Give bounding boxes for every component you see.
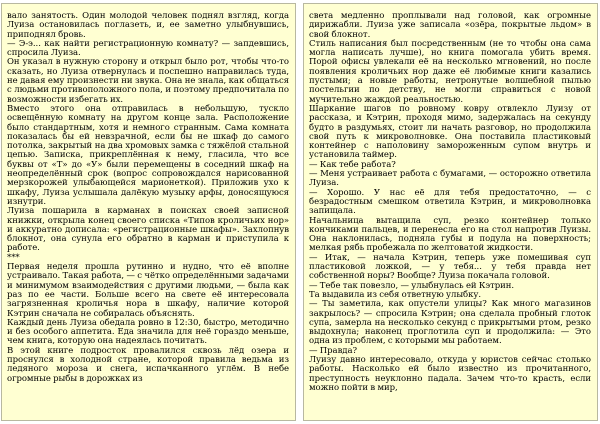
- right-paragraph-10: Та выдавила из себя ответную улыбку.: [309, 289, 481, 300]
- left-paragraph-2: — Э-э... как найти регистрационную комнату? — запдевшись, спросила Луиза.: [7, 38, 289, 59]
- section-divider: ***: [7, 252, 20, 263]
- right-paragraph-1: света медленно проплывали над головой, как огромные дирижабли. Луиза уже записала «озёра, покрытые льдом» в свой блокнот.: [309, 11, 591, 40]
- left-paragraph-7: Каждый день Луиза обедала ровно в 12:30, быстро, методично и без особого аппетита. Еда значила для неё гораздо меньше, чем книга, которую она надеялась почитать.: [7, 317, 289, 347]
- left-page: [1, 3, 296, 421]
- right-paragraph-8: — Итак, — начала Кэтрин, теперь уже помешивая суп пластиковой ложкой, — у тебя... у тебя правда нет собственной норы? Вообще? Луиза покачала головой.: [309, 252, 591, 282]
- right-paragraph-6: — Хорошо. У нас её для тебя предостаточно, — с безрадостным смешком ответила Кэтрин, и микроволновка запищала.: [309, 187, 591, 217]
- right-paragraph-4: — Как тебе работа?: [309, 159, 396, 170]
- left-paragraph-5: Луиза пошарила в карманах в поисках своей записной книжки, открыла конец своего списка «Типов кроличьих нор» и аккуратно дописала: «регистрационные шкафы». Захлопнув блокнот, она сунула его обратно в карман и приступила к работе.: [7, 206, 289, 254]
- left-paragraph-4: Вместо этого она отправилась в небольшую, тускло освещённую комнату на другом конце зала. Расположение было стандартным, хотя и немного странным. Сама комната показалась бы ей невзрачной, если бы не шкаф до самого потолка, закрытый на два хромовых замка с тяжёлой стальной цепью. Записка, прикреплённая к нему, гласила, что все буквы от «Т» до «У» были перемещены в соседний шкаф на неопределённый срок (вопрос сопровождался нарисованной мерзкорожей улыбающейся марионеткой). Приложив ухо к шкафу, Луиза услышала далёкую музыку арфы, доносящуюся изнутри.: [7, 103, 289, 207]
- right-paragraph-5: — Меня устраивает работа с бумагами, — осторожно ответила Луиза.: [309, 169, 591, 189]
- left-paragraph-3: Он указал в нужную сторону и открыл было рот, чтобы что-то сказать, но Луиза отвернулась и поспешно направилась туда, не давая ему произнести ни звука. Она не знала, как общаться с людьми противоположного пола, и поэтому предпочитала по возможности избегать их.: [7, 57, 289, 105]
- left-paragraph-1: вало занятость. Один молодой человек поднял взгляд, когда Луиза остановилась поглазеть, и, ее заметно улыбнувшись, приподнял бровь.: [7, 11, 289, 40]
- right-paragraph-7: Начальница вытащила суп, резко контейнер только кончиками пальцев, и перенесла его на стол напротив Луизы. Она наклонилась, подняла губы и подула на поверхность; мелкая рябь пробежала по желтоватой жидкости.: [309, 215, 591, 254]
- right-paragraph-2: Стиль написания был посредственным (не то чтобы она сама могла написать лучше), но книга помогала убить время. Порой офисы увлекали её на несколько мгновений, но после появления кроличьих нор даже её любимые книги казались пустыми; а новые работы, нетронутые волшебной пылью постельгии по детству, не могли справиться с новой мучительно жаждой реальностью.: [309, 38, 591, 105]
- left-paragraph-6: Первая неделя прошла рутинно и нудно, что её вполне устраивало. Такая работа, — с чётко определёнными задачами и минимумом взаимодействия с другими людьми, — была как раз по ее части. Больше всего на свете её интересовала загрязненная кроличья нора в шкафу, наличие которой Кэтрин сначала не собиралась объяснять.: [7, 262, 289, 319]
- page-gutter: [297, 0, 302, 424]
- right-paragraph-13: Луизу давно интересовало, откуда у юристов сейчас столько работы. Насколько ей было известно из прочитанного, преступность неуклонно падала. Зачем что-то красть, если можно пойти в мир,: [309, 354, 591, 393]
- right-page: [303, 3, 598, 421]
- right-paragraph-12: — Правда?: [309, 345, 358, 356]
- right-paragraph-9: — Тебе так повезло, — улыбнулась ей Кэтрин.: [309, 280, 515, 291]
- left-paragraph-8: В этой книге подросток провалился сквозь лёд озера и проснулся в холодной стране, которой правила ведьма из ледяного мороза и снега, испачканного углём. В небе огромные рыбы в дорожках из: [7, 345, 289, 384]
- right-paragraph-11: — Ты заметила, как опустели улицы? Как много магазинов закрылось? — спросила Кэтрин; она сделала пробный глоток супа, замерла на несколько секунд с прикрытыми ртом, резко выдохнула; наконец проглотила суп и продолжила: — Это одна из проблем, с которыми мы работаем.: [309, 299, 591, 347]
- right-paragraph-3: Шаркание шагов по ровному ковру отвлекло Луизу от рассказа, и Кэтрин, проходя мимо, задержалась на секунду будто в раздумьях, стоит ли начать разговор, но продолжила свой путь к микроволновке. Она поставила пластиковый контейнер с наполовину замороженным супом внутрь и установила таймер.: [309, 103, 591, 161]
